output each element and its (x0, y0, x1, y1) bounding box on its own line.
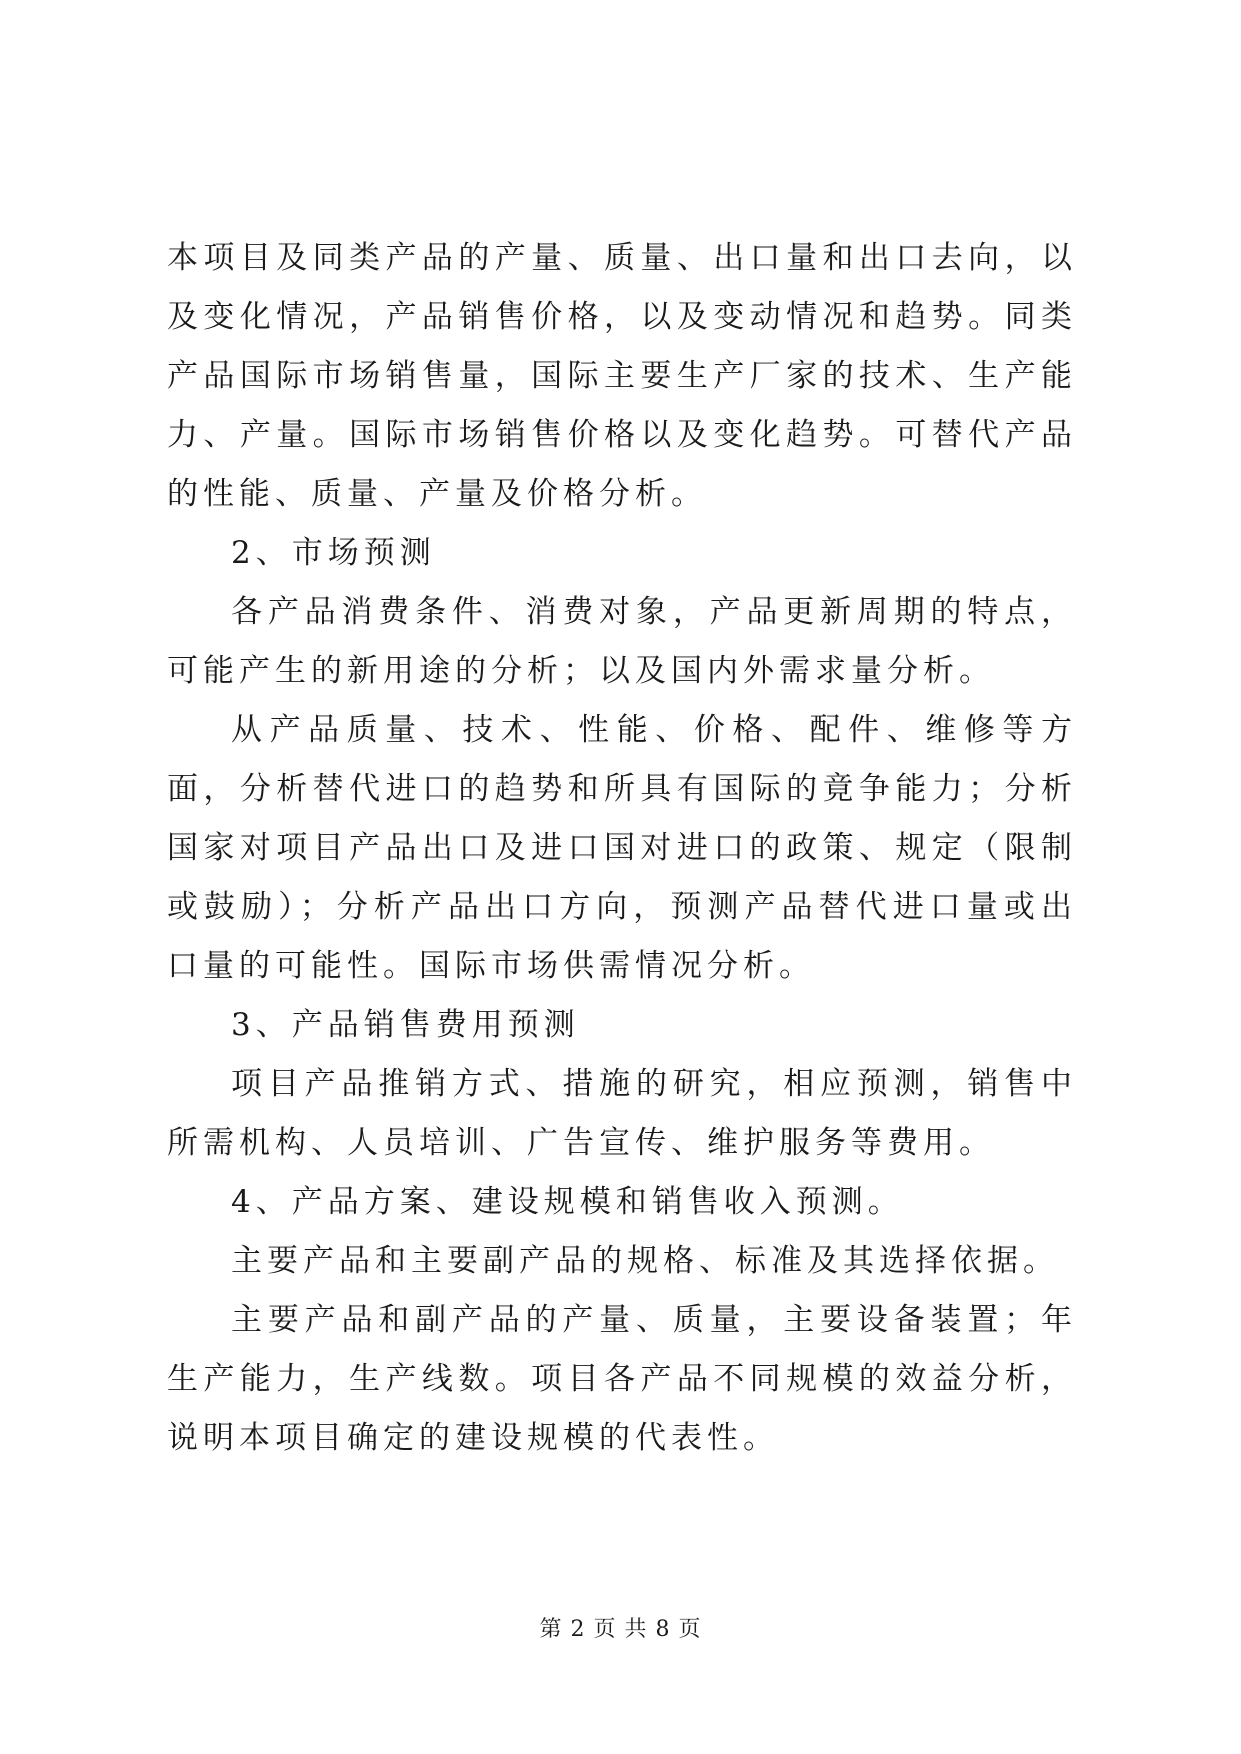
paragraph-main-products: 主要产品和主要副产品的规格、标准及其选择依据。 (231, 1243, 1059, 1279)
paragraph-intro-continuation: 本项目及同类产品的产量、质量、出口量和出口去向，以及变化情况，产品销售价格，以及变动情况和趋势。同类产品国际市场销售量，国际主要生产厂家的技术、生产能力、产量。国际市场销售价格以及变化趋势。可替代产品的性能、质量、产量及价格分析。 (167, 240, 1077, 512)
paragraph-capacity: 主要产品和副产品的产量、质量，主要设备装置；年生产能力，生产线数。项目各产品不同规模的效益分析，说明本项目确定的建设规模的代表性。 (167, 1302, 1077, 1456)
heading-product-plan: 4、产品方案、建设规模和销售收入预测。 (231, 1184, 904, 1220)
paragraph-competitiveness: 从产品质量、技术、性能、价格、配件、维修等方面，分析替代进口的趋势和所具有国际的竟争能力；分析国家对项目产品出口及进口国对进口的政策、规定（限制或鼓励）；分析产品出口方向，预测产品替代进口量或出口量的可能性。国际市场供需情况分析。 (167, 712, 1077, 984)
document-body (167, 229, 1077, 1468)
paragraph-promotion: 项目产品推销方式、措施的研究，相应预测，销售中所需机构、人员培训、广告宣传、维护服务等费用。 (167, 1066, 1077, 1161)
heading-sales-cost-forecast: 3、产品销售费用预测 (231, 1007, 580, 1043)
heading-market-forecast: 2、市场预测 (231, 535, 436, 571)
page-number-footer: 第 2 页 共 8 页 (539, 1617, 702, 1642)
paragraph-consumption: 各产品消费条件、消费对象，产品更新周期的特点，可能产生的新用途的分析；以及国内外需求量分析。 (167, 594, 1077, 689)
